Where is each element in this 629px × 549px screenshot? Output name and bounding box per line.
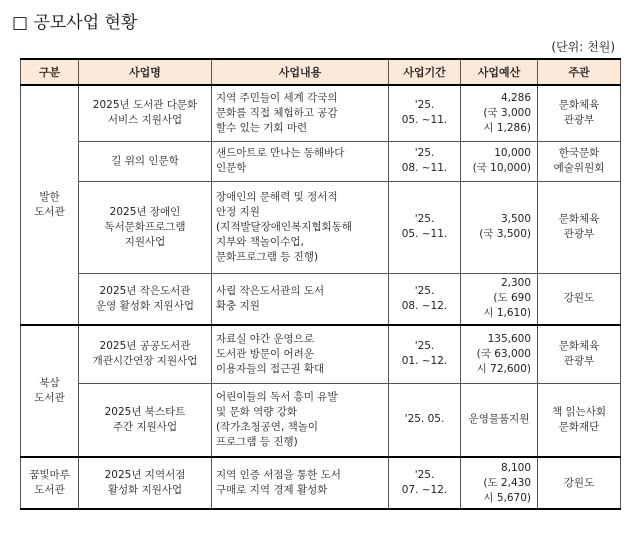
table-row [21,383,621,457]
project-period: '25. 05. ~11. [389,85,461,141]
unit-note: (단위: 천원) [551,40,615,54]
header-project-name: 사업명 [79,59,212,85]
project-organizer: 문화체육 관광부 [538,325,621,383]
project-budget: 10,000 (국 10,000) [461,141,538,181]
project-budget: 2,300 (도 690 시 1,610) [461,273,538,325]
project-name: 2025년 작은도서관 운영 활성화 지원사업 [79,273,212,325]
project-organizer: 책 읽는사회 문화재단 [538,383,621,457]
project-content: 샌드아트로 만나는 동해바다 인문학 [212,141,389,181]
project-organizer: 문화체육 관광부 [538,181,621,273]
table-header-row [21,59,621,85]
project-period: '25. 08. ~11. [389,141,461,181]
table-row [21,457,621,509]
header-project-content: 사업내용 [212,59,389,85]
project-name: 2025년 공공도서관 개관시간연장 지원사업 [79,325,212,383]
page-title: □ 공모사업 현황 [12,13,138,33]
project-content: 어린이들의 독서 흥미 유발 및 문화 역량 강화 (작가초청공연, 책놀이 프로그램 등 진행) [212,383,389,457]
group-label: 북삼 도서관 [21,325,79,457]
group-label: 꿈빛마루 도서관 [21,457,79,509]
table-row [21,181,621,273]
project-period: '25. 05. [389,383,461,457]
project-name: 2025년 도서관 다문화 서비스 지원사업 [79,85,212,141]
project-budget: 운영물품지원 [461,383,538,457]
project-period: '25. 01. ~12. [389,325,461,383]
project-budget: 8,100 (도 2,430 시 5,670) [461,457,538,509]
project-content: 지역 주민들이 세계 각국의 문화를 직접 체험하고 공감 할수 있는 기회 마련 [212,85,389,141]
project-organizer: 문화체육 관광부 [538,85,621,141]
project-content: 자료실 야간 운영으로 도서관 방문이 어려운 이용자들의 접근권 확대 [212,325,389,383]
project-content: 장애인의 문해력 및 정서적 안정 지원 (지적발달장애인복지협회동해 지부와 책놀이수업, 문화프로그램 등 진행) [212,181,389,273]
project-organizer: 강원도 [538,273,621,325]
project-content: 지역 인증 서점을 통한 도서 구매로 지역 경제 활성화 [212,457,389,509]
project-period: '25. 07. ~12. [389,457,461,509]
table-row [21,141,621,181]
table-row [21,273,621,325]
project-organizer: 강원도 [538,457,621,509]
contest-project-table [20,58,621,510]
project-content: 사립 작은도서관의 도서 확충 지원 [212,273,389,325]
table-row [21,325,621,383]
header-category: 구분 [21,59,79,85]
project-budget: 3,500 (국 3,500) [461,181,538,273]
project-name: 2025년 북스타트 주간 지원사업 [79,383,212,457]
group-label: 발한 도서관 [21,85,79,325]
header-project-budget: 사업예산 [461,59,538,85]
project-period: '25. 08. ~12. [389,273,461,325]
project-budget: 4,286 (국 3,000 시 1,286) [461,85,538,141]
header-project-period: 사업기간 [389,59,461,85]
project-name: 길 위의 인문학 [79,141,212,181]
header-organizer: 주관 [538,59,621,85]
project-name: 2025년 지역서점 활성화 지원사업 [79,457,212,509]
project-organizer: 한국문화 예술위원회 [538,141,621,181]
project-period: '25. 05. ~11. [389,181,461,273]
table-row [21,85,621,141]
project-name: 2025년 장애인 독서문화프로그램 지원사업 [79,181,212,273]
project-budget: 135,600 (국 63,000 시 72,600) [461,325,538,383]
